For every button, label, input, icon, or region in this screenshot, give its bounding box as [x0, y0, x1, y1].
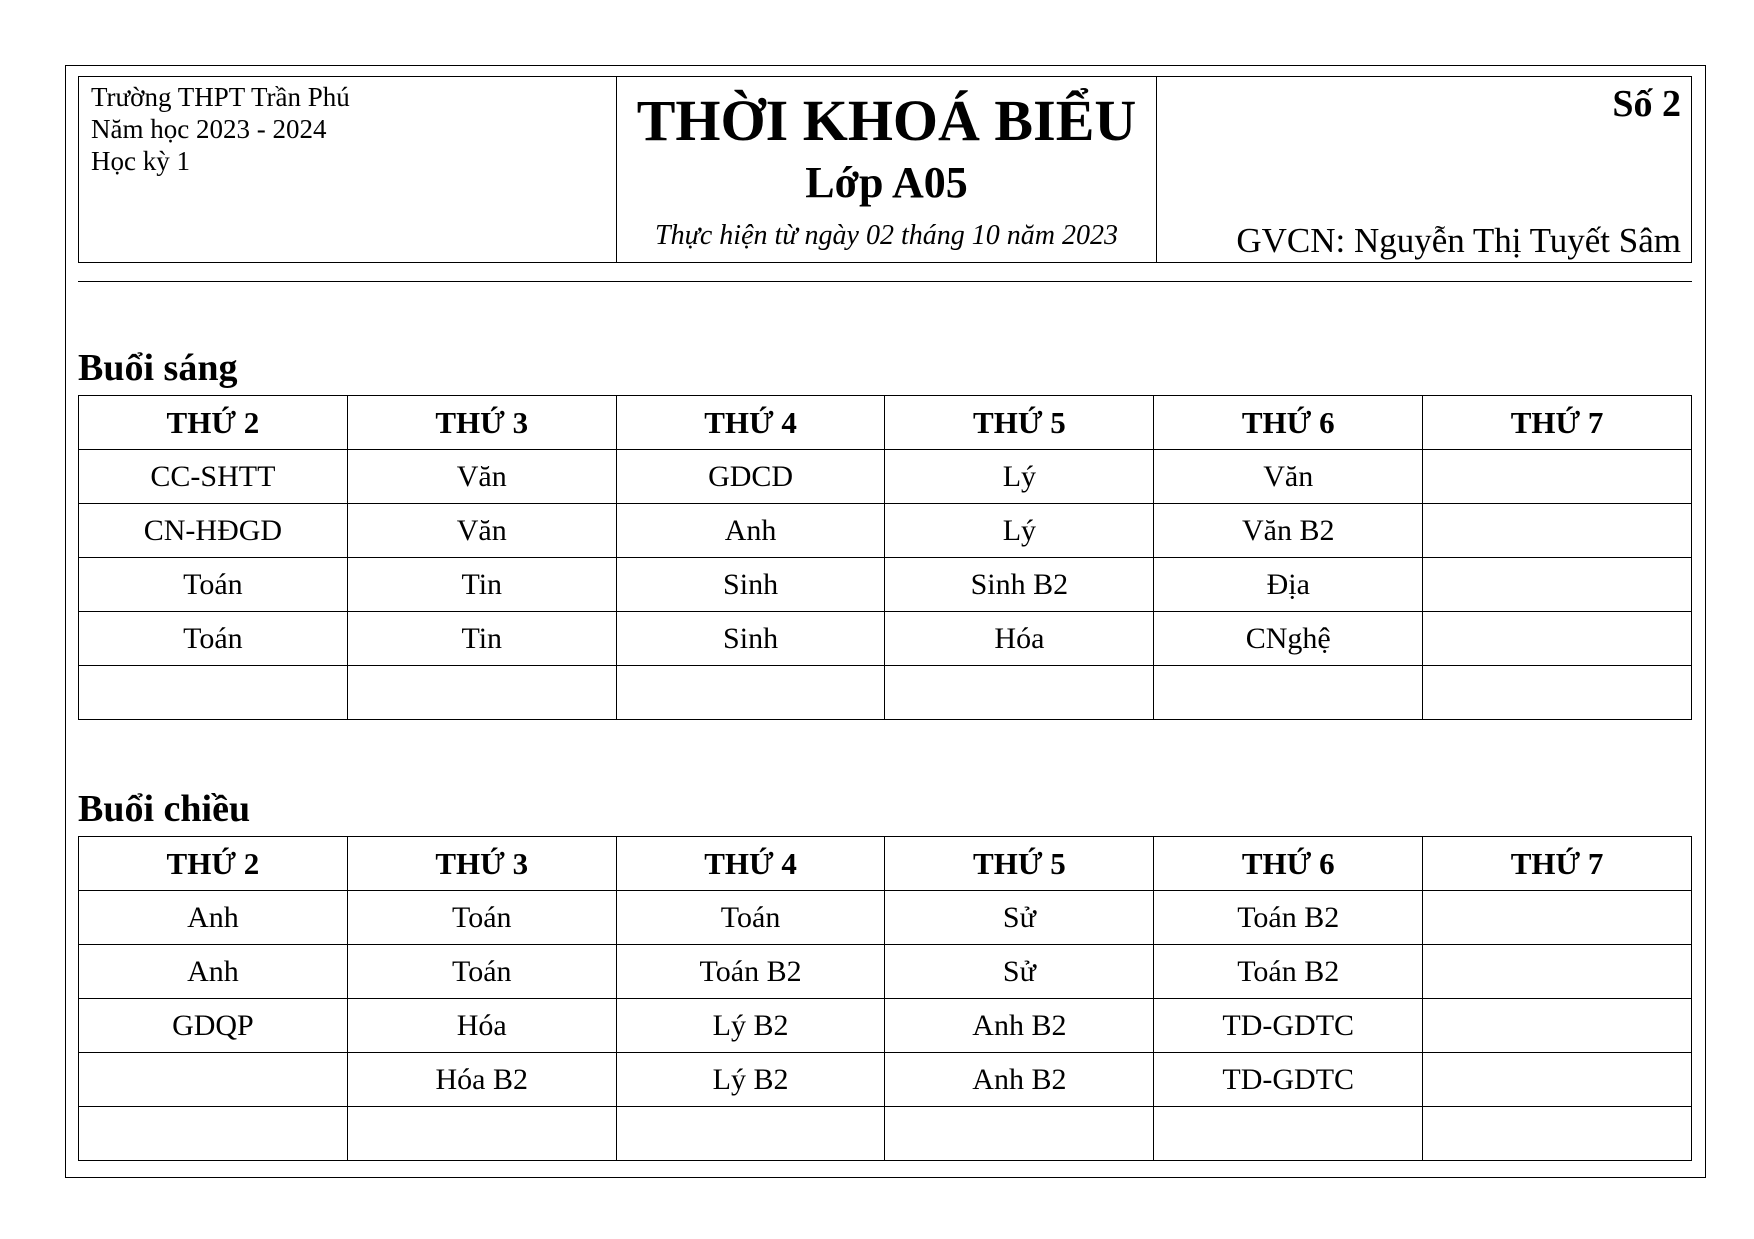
day-header: THỨ 4: [616, 396, 885, 450]
subject-cell: Lý B2: [616, 1053, 885, 1107]
subject-cell: Anh B2: [885, 1053, 1154, 1107]
title-block: [617, 77, 1157, 262]
day-header: THỨ 5: [885, 396, 1154, 450]
subject-cell: TD-GDTC: [1154, 1053, 1423, 1107]
subject-cell: [347, 666, 616, 720]
subject-cell: [1423, 504, 1692, 558]
subject-cell: Toán B2: [1154, 891, 1423, 945]
morning-title: Buổi sáng: [78, 347, 238, 389]
subject-cell: Lý: [885, 504, 1154, 558]
subject-cell: Địa: [1154, 558, 1423, 612]
day-header: THỨ 4: [616, 837, 885, 891]
teacher-block: [1157, 77, 1691, 262]
table-row: [79, 558, 1692, 612]
subject-cell: Tin: [347, 612, 616, 666]
subject-cell: Anh: [79, 945, 348, 999]
subject-cell: [1423, 999, 1692, 1053]
subject-cell: [1154, 1107, 1423, 1161]
subject-cell: Sử: [885, 891, 1154, 945]
afternoon-title: Buổi chiều: [78, 788, 251, 830]
subject-cell: TD-GDTC: [1154, 999, 1423, 1053]
table-row: [79, 666, 1692, 720]
subject-cell: CN-HĐGD: [79, 504, 348, 558]
subject-cell: [1423, 666, 1692, 720]
subject-cell: Toán B2: [616, 945, 885, 999]
table-row: [79, 891, 1692, 945]
subject-cell: Lý B2: [616, 999, 885, 1053]
subject-cell: Sinh: [616, 558, 885, 612]
header-row: [79, 396, 1692, 450]
table-row: [79, 999, 1692, 1053]
header-row: [79, 837, 1692, 891]
divider: [78, 281, 1692, 282]
subject-cell: Anh B2: [885, 999, 1154, 1053]
page-title: THỜI KHOÁ BIỂU: [636, 88, 1137, 153]
table-row: [79, 945, 1692, 999]
subject-cell: [1423, 1107, 1692, 1161]
day-header: THỨ 7: [1423, 396, 1692, 450]
day-header: THỨ 6: [1154, 837, 1423, 891]
subject-cell: CNghệ: [1154, 612, 1423, 666]
subject-cell: [616, 666, 885, 720]
effective-date: Thực hiện từ ngày 02 tháng 10 năm 2023: [655, 220, 1118, 251]
table-row: [79, 1053, 1692, 1107]
day-header: THỨ 2: [79, 837, 348, 891]
subject-cell: Văn: [347, 450, 616, 504]
subject-cell: [79, 1053, 348, 1107]
subject-cell: Lý: [885, 450, 1154, 504]
subject-cell: Sinh: [616, 612, 885, 666]
subject-cell: Hóa: [347, 999, 616, 1053]
subject-cell: Toán: [347, 891, 616, 945]
subject-cell: GDCD: [616, 450, 885, 504]
semester: Học kỳ 1: [91, 146, 190, 176]
subject-cell: [347, 1107, 616, 1161]
subject-cell: Văn: [347, 504, 616, 558]
day-header: THỨ 3: [347, 837, 616, 891]
subject-cell: [885, 666, 1154, 720]
subject-cell: Toán B2: [1154, 945, 1423, 999]
subject-cell: [1423, 945, 1692, 999]
subject-cell: [79, 666, 348, 720]
subject-cell: Toán: [616, 891, 885, 945]
subject-cell: [1423, 891, 1692, 945]
school-info: [79, 77, 617, 262]
subject-cell: [1154, 666, 1423, 720]
subject-cell: [885, 1107, 1154, 1161]
subject-cell: [616, 1107, 885, 1161]
day-header: THỨ 2: [79, 396, 348, 450]
subject-cell: Hóa: [885, 612, 1154, 666]
subject-cell: Toán: [79, 612, 348, 666]
subject-cell: [79, 1107, 348, 1161]
subject-cell: Anh: [79, 891, 348, 945]
table-row: [79, 1107, 1692, 1161]
subject-cell: [1423, 612, 1692, 666]
subject-cell: [1423, 450, 1692, 504]
subject-cell: Hóa B2: [347, 1053, 616, 1107]
subject-cell: Toán: [347, 945, 616, 999]
subject-cell: CC-SHTT: [79, 450, 348, 504]
day-header: THỨ 3: [347, 396, 616, 450]
subject-cell: Sinh B2: [885, 558, 1154, 612]
subject-cell: Văn B2: [1154, 504, 1423, 558]
school-name: Trường THPT Trần Phú: [91, 82, 350, 112]
class-name: Lớp A05: [805, 158, 968, 207]
subject-cell: Sử: [885, 945, 1154, 999]
day-header: THỨ 5: [885, 837, 1154, 891]
subject-cell: Toán: [79, 558, 348, 612]
subject-cell: Tin: [347, 558, 616, 612]
table-row: [79, 504, 1692, 558]
homeroom-teacher: GVCN: Nguyễn Thị Tuyết Sâm: [1236, 221, 1681, 260]
table-row: [79, 450, 1692, 504]
timetable-header: [78, 76, 1692, 263]
day-header: THỨ 6: [1154, 396, 1423, 450]
subject-cell: GDQP: [79, 999, 348, 1053]
school-year: Năm học 2023 - 2024: [91, 114, 327, 144]
timetable-number: Số 2: [1612, 83, 1681, 125]
afternoon-timetable: [78, 836, 1692, 1161]
day-header: THỨ 7: [1423, 837, 1692, 891]
subject-cell: [1423, 1053, 1692, 1107]
subject-cell: [1423, 558, 1692, 612]
morning-timetable: [78, 395, 1692, 720]
table-row: [79, 612, 1692, 666]
subject-cell: Anh: [616, 504, 885, 558]
subject-cell: Văn: [1154, 450, 1423, 504]
